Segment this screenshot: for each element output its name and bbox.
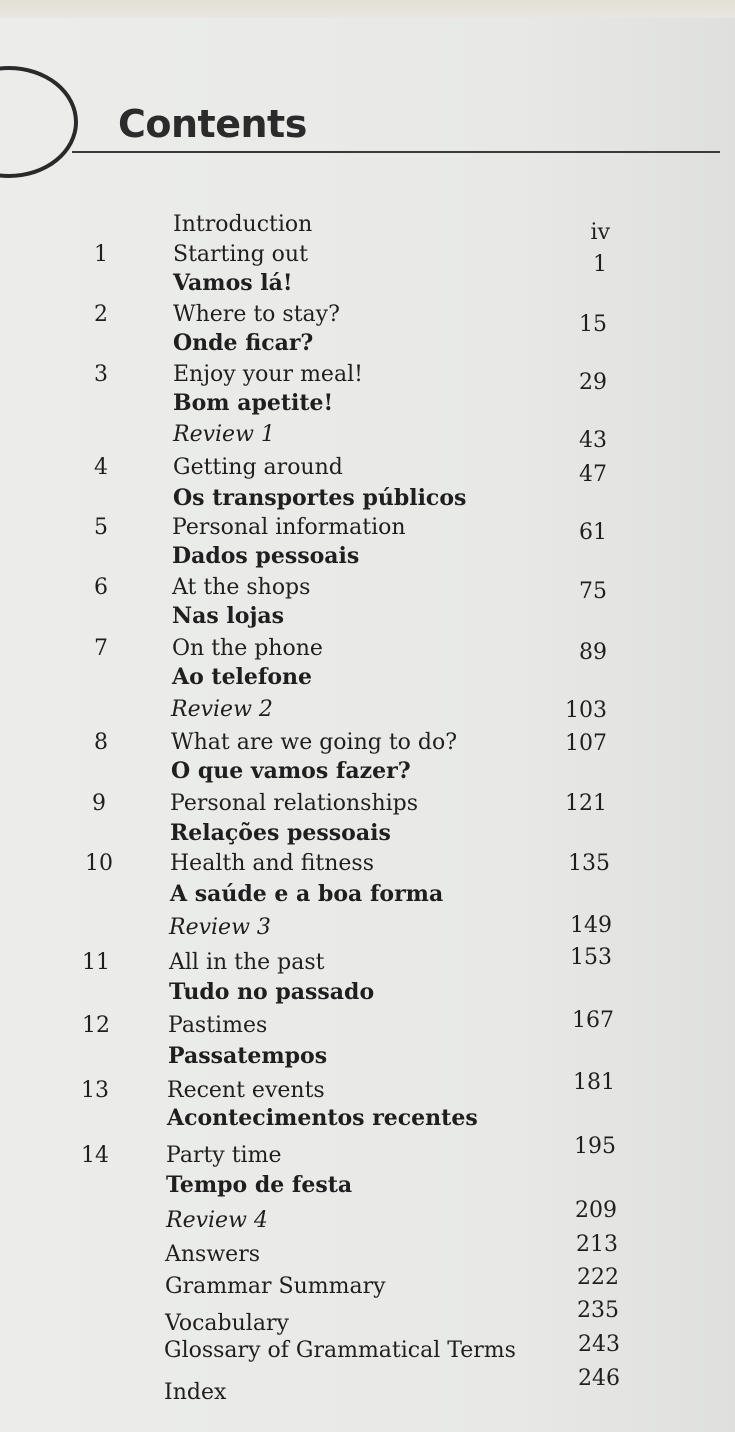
page-number: 103	[565, 698, 607, 723]
page-number: 43	[579, 428, 607, 453]
entry-portuguese-title: O que vamos fazer?	[171, 758, 411, 784]
chapter-number: 13	[81, 1078, 109, 1103]
page-number: 195	[574, 1134, 616, 1159]
page-number: 149	[570, 913, 612, 938]
page-number: 213	[576, 1232, 618, 1257]
page-number: 107	[565, 731, 607, 756]
chapter-number: 6	[94, 575, 108, 600]
entry-title[interactable]: Answers	[165, 1242, 261, 1267]
entry-title[interactable]: Review 3	[169, 915, 271, 940]
page-number: 243	[578, 1332, 620, 1357]
page-number: 89	[579, 640, 607, 665]
entry-title[interactable]: All in the past	[169, 950, 325, 975]
page-title: Contents	[118, 102, 307, 146]
entry-portuguese-title: Onde ficar?	[173, 330, 314, 356]
entry-title[interactable]: Review 4	[166, 1208, 268, 1233]
chapter-number: 1	[94, 242, 108, 267]
page-number: 1	[593, 252, 607, 277]
page-number: 121	[565, 791, 607, 816]
page-number: 235	[577, 1298, 619, 1323]
chapter-number: 3	[94, 362, 108, 387]
page-number: 246	[578, 1366, 620, 1391]
chapter-number: 8	[94, 730, 108, 755]
entry-title[interactable]: Vocabulary	[165, 1311, 289, 1336]
entry-title[interactable]: What are we going to do?	[171, 730, 458, 755]
entry-portuguese-title: Acontecimentos recentes	[167, 1105, 478, 1131]
chapter-number: 11	[82, 950, 110, 975]
page-number: iv	[590, 220, 610, 245]
entry-portuguese-title: Os transportes públicos	[173, 485, 467, 511]
chapter-number: 4	[94, 455, 108, 480]
page-number: 181	[573, 1070, 615, 1095]
entry-portuguese-title: Relações pessoais	[170, 820, 391, 846]
entry-title[interactable]: Grammar Summary	[165, 1274, 386, 1299]
page-number: 153	[570, 945, 612, 970]
chapter-number: 10	[85, 851, 113, 876]
entry-portuguese-title: Dados pessoais	[172, 543, 360, 569]
page-number: 15	[579, 312, 607, 337]
chapter-number: 12	[82, 1013, 110, 1038]
entry-title[interactable]: Where to stay?	[173, 302, 340, 327]
entry-title[interactable]: Index	[164, 1380, 227, 1405]
entry-portuguese-title: Bom apetite!	[173, 390, 334, 416]
entry-title[interactable]: Pastimes	[168, 1013, 268, 1038]
entry-title[interactable]: Introduction	[173, 212, 313, 237]
page-number: 222	[577, 1265, 619, 1290]
chapter-number: 7	[94, 636, 108, 661]
entry-portuguese-title: Ao telefone	[172, 664, 313, 690]
entry-title[interactable]: Getting around	[173, 455, 343, 480]
entry-title[interactable]: Enjoy your meal!	[173, 362, 363, 387]
entry-portuguese-title: Tudo no passado	[169, 979, 375, 1005]
entry-title[interactable]: Recent events	[167, 1078, 325, 1103]
entry-title[interactable]: On the phone	[172, 636, 323, 661]
page-number: 47	[579, 462, 607, 487]
chapter-number: 14	[81, 1143, 109, 1168]
page-number: 75	[579, 579, 607, 604]
chapter-number: 9	[92, 791, 106, 816]
entry-portuguese-title: Vamos lá!	[173, 270, 293, 296]
entry-title[interactable]: Health and fitness	[170, 851, 375, 876]
entry-title[interactable]: Personal information	[172, 515, 406, 540]
page-number: 135	[568, 851, 610, 876]
entry-title[interactable]: Party time	[166, 1143, 282, 1168]
entry-title[interactable]: Starting out	[173, 242, 308, 267]
entry-title[interactable]: Personal relationships	[170, 791, 419, 816]
entry-title[interactable]: Glossary of Grammatical Terms	[164, 1338, 516, 1363]
entry-title[interactable]: Review 1	[173, 422, 275, 447]
chapter-number: 5	[94, 515, 108, 540]
entry-title[interactable]: At the shops	[172, 575, 311, 600]
entry-portuguese-title: Passatempos	[168, 1043, 328, 1069]
page-number: 167	[572, 1008, 614, 1033]
entry-portuguese-title: Tempo de festa	[166, 1172, 353, 1198]
page-number: 61	[579, 520, 607, 545]
entry-portuguese-title: Nas lojas	[172, 603, 285, 629]
page-number: 209	[575, 1198, 617, 1223]
entry-portuguese-title: A saúde e a boa forma	[170, 881, 444, 907]
page-number: 29	[579, 370, 607, 395]
chapter-number: 2	[94, 302, 108, 327]
entry-title[interactable]: Review 2	[171, 697, 273, 722]
